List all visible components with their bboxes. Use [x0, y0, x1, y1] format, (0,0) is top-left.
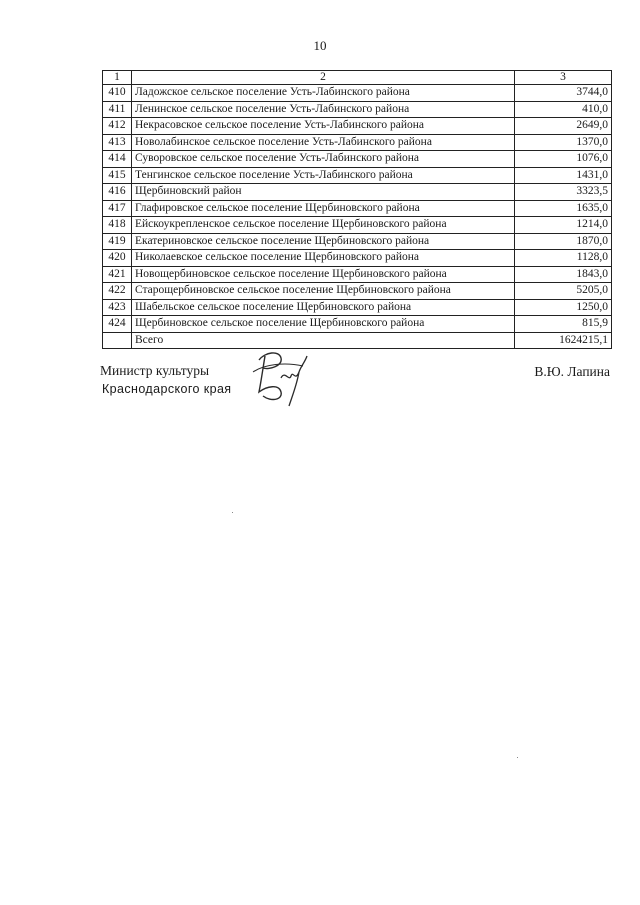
- row-name: Николаевское сельское поселение Щербиновского района: [132, 250, 515, 267]
- row-name: Новощербиновское сельское поселение Щербиновского района: [132, 266, 515, 283]
- total-row: [103, 332, 612, 349]
- row-value: 1843,0: [515, 266, 612, 283]
- row-number: 423: [103, 299, 132, 316]
- row-value: 1624215,1: [515, 332, 612, 349]
- row-value: 1128,0: [515, 250, 612, 267]
- table-row: [103, 101, 612, 118]
- table-row: [103, 167, 612, 184]
- column-header: 2: [132, 71, 515, 85]
- row-value: 3744,0: [515, 85, 612, 102]
- handwritten-signature: [245, 342, 325, 410]
- row-value: 1370,0: [515, 134, 612, 151]
- row-number: 418: [103, 217, 132, 234]
- row-number: 422: [103, 283, 132, 300]
- table-row: [103, 151, 612, 168]
- table-row: [103, 250, 612, 267]
- table-row: [103, 134, 612, 151]
- row-name: Суворовское сельское поселение Усть-Лабинского района: [132, 151, 515, 168]
- row-value: 3323,5: [515, 184, 612, 201]
- row-name: Щербиновский район: [132, 184, 515, 201]
- row-number: 424: [103, 316, 132, 333]
- row-name: Ладожское сельское поселение Усть-Лабинского района: [132, 85, 515, 102]
- data-table: [102, 70, 612, 349]
- row-value: 1870,0: [515, 233, 612, 250]
- row-name: Всего: [132, 332, 515, 349]
- row-value: 1431,0: [515, 167, 612, 184]
- row-name: Тенгинское сельское поселение Усть-Лабинского района: [132, 167, 515, 184]
- row-name: Новолабинское сельское поселение Усть-Лабинского района: [132, 134, 515, 151]
- table-row: [103, 184, 612, 201]
- row-number: [103, 332, 132, 349]
- signatory-name: В.Ю. Лапина: [534, 364, 610, 379]
- table-row: [103, 299, 612, 316]
- row-number: 416: [103, 184, 132, 201]
- signatory-title-line2: Краснодарского края: [102, 382, 232, 396]
- row-name: Некрасовское сельское поселение Усть-Лабинского района: [132, 118, 515, 135]
- table-row: [103, 283, 612, 300]
- table-row: [103, 118, 612, 135]
- scan-speck: [232, 512, 233, 513]
- table-header-row: [103, 71, 612, 85]
- row-value: 1076,0: [515, 151, 612, 168]
- table-body: [103, 85, 612, 349]
- row-number: 420: [103, 250, 132, 267]
- row-name: Ейскоукрепленское сельское поселение Щербиновского района: [132, 217, 515, 234]
- column-header: 3: [515, 71, 612, 85]
- page-number: 10: [313, 38, 327, 53]
- row-number: 421: [103, 266, 132, 283]
- row-name: Екатериновское сельское поселение Щербиновского района: [132, 233, 515, 250]
- table-row: [103, 217, 612, 234]
- row-value: 2649,0: [515, 118, 612, 135]
- table-row: [103, 85, 612, 102]
- table-row: [103, 233, 612, 250]
- row-name: Старощербиновское сельское поселение Щербиновского района: [132, 283, 515, 300]
- row-number: 412: [103, 118, 132, 135]
- row-number: 415: [103, 167, 132, 184]
- row-value: 1214,0: [515, 217, 612, 234]
- table-row: [103, 316, 612, 333]
- row-name: Шабельское сельское поселение Щербиновского района: [132, 299, 515, 316]
- row-value: 1635,0: [515, 200, 612, 217]
- row-number: 410: [103, 85, 132, 102]
- row-name: Щербиновское сельское поселение Щербиновского района: [132, 316, 515, 333]
- row-number: 417: [103, 200, 132, 217]
- row-number: 413: [103, 134, 132, 151]
- row-number: 411: [103, 101, 132, 118]
- scan-speck: [517, 757, 518, 758]
- row-name: Ленинское сельское поселение Усть-Лабинского района: [132, 101, 515, 118]
- table-row: [103, 266, 612, 283]
- row-value: 5205,0: [515, 283, 612, 300]
- table-row: [103, 200, 612, 217]
- signatory-title-line1: Министр культуры: [100, 363, 210, 378]
- signatory-title: [100, 362, 231, 398]
- row-number: 414: [103, 151, 132, 168]
- row-value: 1250,0: [515, 299, 612, 316]
- row-value: 815,9: [515, 316, 612, 333]
- row-name: Глафировское сельское поселение Щербиновского района: [132, 200, 515, 217]
- column-header: 1: [103, 71, 132, 85]
- row-number: 419: [103, 233, 132, 250]
- row-value: 410,0: [515, 101, 612, 118]
